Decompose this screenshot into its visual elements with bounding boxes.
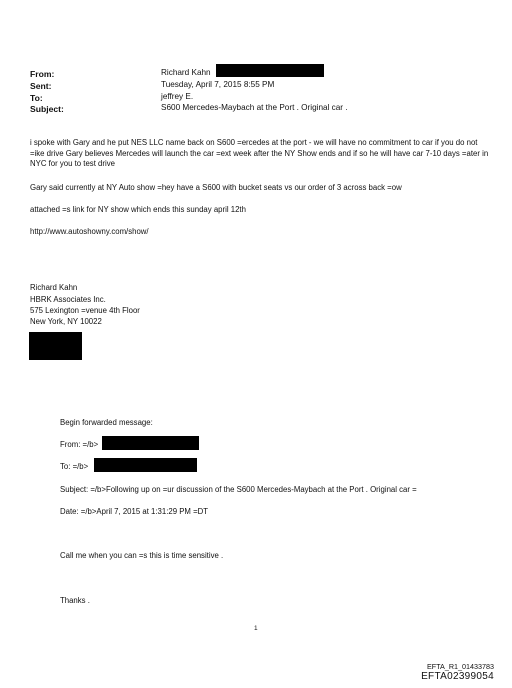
signature-company: HBRK Associates Inc. bbox=[30, 295, 106, 304]
redaction-forward-to bbox=[94, 458, 197, 472]
from-value: Richard Kahn bbox=[161, 68, 211, 77]
sent-value: Tuesday, April 7, 2015 8:55 PM bbox=[161, 80, 275, 89]
subject-value: S600 Mercedes-Maybach at the Port . Original car . bbox=[161, 103, 348, 112]
bates-number-large: EFTA02399054 bbox=[421, 671, 494, 682]
body-link: http://www.autoshowny.com/show/ bbox=[30, 227, 149, 236]
forward-intro: Begin forwarded message: bbox=[60, 418, 153, 427]
redaction-signature-phone bbox=[29, 332, 82, 360]
page-number: 1 bbox=[254, 625, 258, 632]
forward-message: Call me when you can =s this is time sensitive . bbox=[60, 551, 224, 560]
forward-to-line: To: =/b> bbox=[60, 462, 89, 471]
redaction-forward-from bbox=[102, 436, 199, 450]
to-value: jeffrey E. bbox=[161, 92, 194, 101]
forward-date-line: Date: =/b>April 7, 2015 at 1:31:29 PM =DT bbox=[60, 507, 209, 516]
forward-subject-line: Subject: =/b>Following up on =ur discussion of the S600 Mercedes-Maybach at the Port . Original car = bbox=[60, 485, 417, 494]
from-label: From: bbox=[30, 69, 55, 79]
redaction-from-email bbox=[216, 64, 324, 77]
forward-from-line: From: =/b> bbox=[60, 440, 99, 449]
body-paragraph-3: attached =s link for NY show which ends this sunday april 12th bbox=[30, 205, 246, 214]
forward-closing: Thanks . bbox=[60, 596, 90, 605]
signature-name: Richard Kahn bbox=[30, 283, 78, 292]
to-label: To: bbox=[30, 93, 43, 103]
body-paragraph-2: Gary said currently at NY Auto show =hey have a S600 with bucket seats vs our order of 3 across back =ow bbox=[30, 183, 402, 192]
subject-label: Subject: bbox=[30, 104, 64, 114]
sent-label: Sent: bbox=[30, 81, 52, 91]
signature-address-line1: 575 Lexington =venue 4th Floor bbox=[30, 306, 140, 315]
bates-number-small: EFTA_R1_01433783 bbox=[427, 662, 494, 671]
signature-address-line2: New York, NY 10022 bbox=[30, 317, 102, 326]
body-paragraph-1: i spoke with Gary and he put NES LLC name back on S600 =ercedes at the port - we will have no commitment to car if you do not =ike drive Gary believes Mercedes will launch the car =ext week after the NY Show ends and if so he will have car 7-10 days =ater in NYC for you to test drive bbox=[30, 138, 489, 168]
